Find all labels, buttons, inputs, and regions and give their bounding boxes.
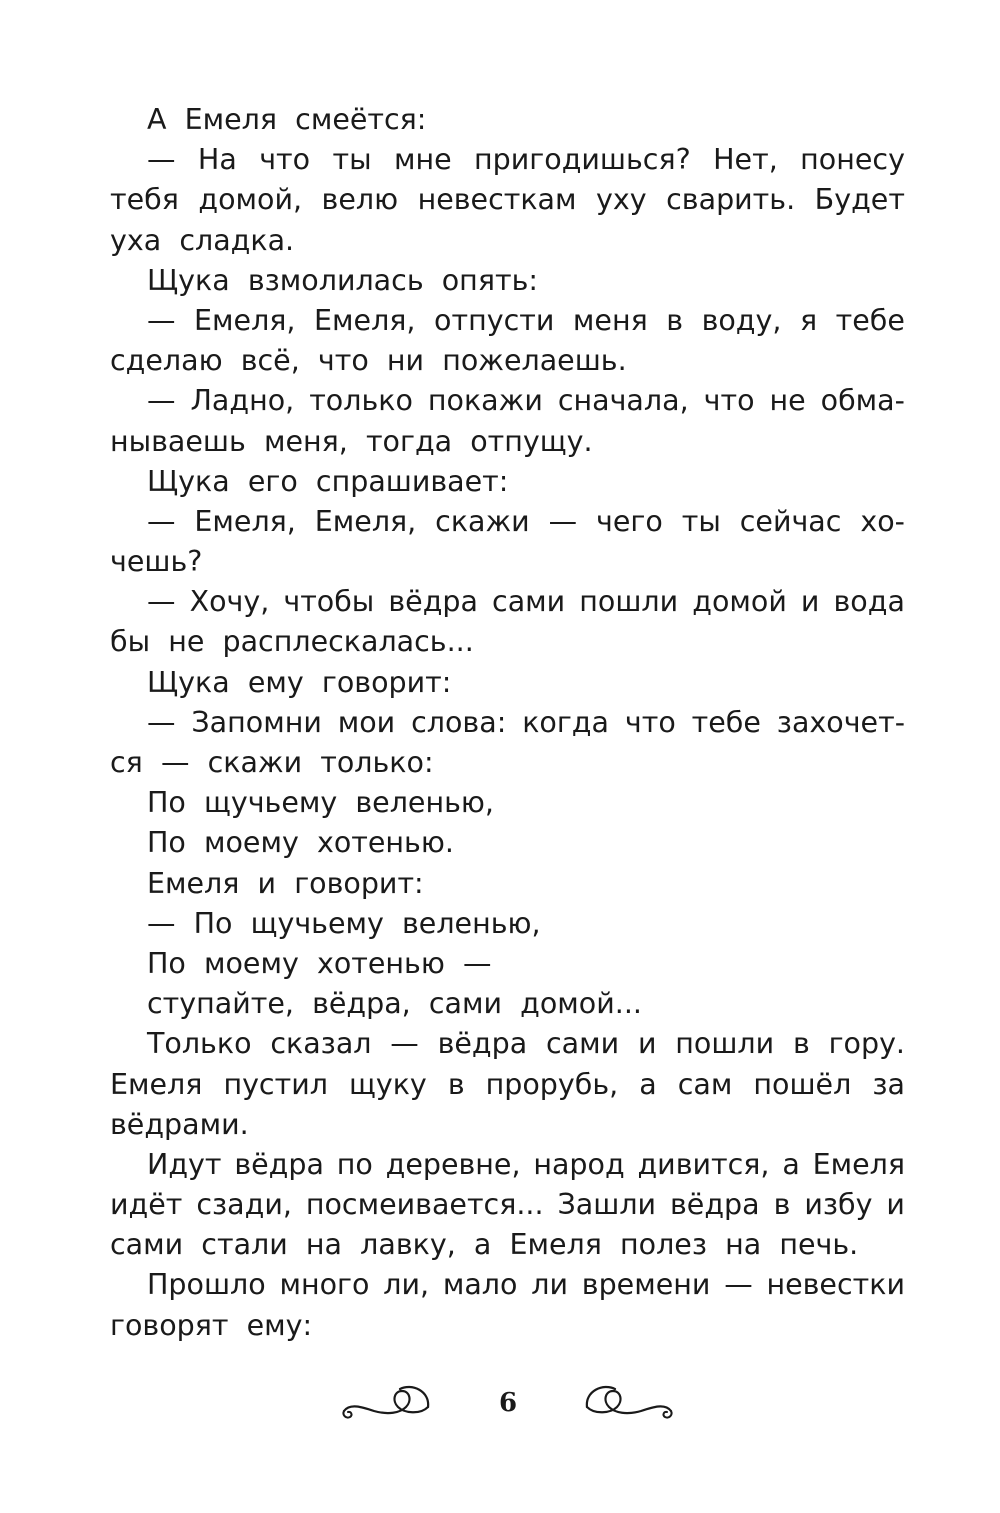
word: лавку, bbox=[360, 1228, 456, 1262]
word: спрашивает: bbox=[315, 464, 509, 498]
word: сварить. bbox=[666, 183, 796, 217]
word: мало bbox=[442, 1268, 518, 1302]
word: Емеля bbox=[184, 103, 278, 136]
word: вёдра bbox=[670, 1188, 760, 1222]
word: невестки bbox=[766, 1268, 905, 1302]
text-line bbox=[110, 341, 905, 381]
word: что bbox=[624, 705, 676, 739]
word: ему: bbox=[246, 1308, 313, 1342]
word: ему bbox=[247, 665, 304, 699]
word: взмолилась bbox=[247, 263, 424, 297]
word: не bbox=[769, 384, 806, 418]
word: Щука bbox=[147, 665, 230, 699]
word: домой, bbox=[198, 183, 303, 217]
word: сладка. bbox=[179, 223, 295, 257]
word: только: bbox=[320, 746, 434, 779]
text-line bbox=[110, 301, 905, 341]
word: ли, bbox=[383, 1268, 430, 1302]
word: ступайте, bbox=[147, 987, 294, 1021]
word: не bbox=[168, 625, 205, 659]
word: вёдра bbox=[234, 1147, 324, 1181]
word: гору. bbox=[828, 1027, 905, 1061]
word: много bbox=[279, 1268, 370, 1302]
text-line bbox=[110, 944, 905, 984]
text-line bbox=[110, 864, 905, 904]
word: Емеля, bbox=[314, 504, 417, 538]
word: слова: bbox=[411, 705, 507, 739]
word: мне bbox=[393, 143, 452, 177]
text-line bbox=[110, 100, 905, 140]
word: в bbox=[792, 1027, 810, 1061]
word: хотенью bbox=[316, 946, 445, 980]
word: щуку bbox=[348, 1067, 427, 1101]
word: вода bbox=[833, 585, 905, 619]
word: — bbox=[147, 585, 176, 619]
word: я bbox=[799, 303, 818, 337]
word: сами bbox=[428, 987, 503, 1021]
page-number: 6 bbox=[498, 1388, 518, 1418]
word: Будет bbox=[814, 183, 905, 217]
text-line bbox=[110, 622, 905, 662]
text-line bbox=[110, 422, 905, 462]
text-line bbox=[110, 180, 905, 220]
word: Только bbox=[147, 1027, 252, 1061]
word: Ладно, bbox=[190, 384, 295, 418]
text-line bbox=[110, 1265, 905, 1305]
word: Зашли bbox=[557, 1188, 657, 1222]
word: говорит: bbox=[321, 665, 452, 699]
word: за bbox=[872, 1067, 905, 1101]
word: захочет- bbox=[776, 705, 905, 739]
text-line bbox=[110, 703, 905, 743]
word: нываешь bbox=[110, 424, 246, 458]
word: ли bbox=[531, 1268, 568, 1302]
word: сами bbox=[492, 585, 566, 619]
word: чтобы bbox=[283, 585, 375, 619]
word: — bbox=[724, 1268, 753, 1302]
word: уху bbox=[596, 183, 647, 217]
word: скажи bbox=[207, 746, 303, 779]
text-line bbox=[110, 984, 905, 1024]
word: ся bbox=[110, 746, 143, 779]
flourish-left-icon bbox=[340, 1381, 432, 1425]
page-footer bbox=[0, 1373, 1000, 1433]
word: и bbox=[637, 1027, 657, 1061]
word: невесткам bbox=[417, 183, 577, 217]
word: вёдра bbox=[388, 585, 478, 619]
body-text bbox=[110, 100, 905, 1346]
word: — bbox=[147, 303, 176, 337]
word: печь. bbox=[779, 1228, 859, 1262]
word: а bbox=[782, 1147, 800, 1181]
word: сам bbox=[677, 1067, 733, 1101]
text-line bbox=[110, 904, 905, 944]
word: моему bbox=[204, 946, 299, 980]
text-line bbox=[110, 261, 905, 301]
word: ни bbox=[386, 344, 425, 378]
text-line bbox=[110, 1145, 905, 1185]
word: опять: bbox=[441, 263, 538, 297]
word: вёдрами. bbox=[110, 1107, 249, 1141]
word: вёдра bbox=[437, 1027, 528, 1061]
text-line bbox=[110, 1185, 905, 1225]
word: Емеля bbox=[812, 1147, 905, 1181]
word: пошёл bbox=[753, 1067, 852, 1101]
word: бы bbox=[110, 625, 151, 659]
word: сами bbox=[110, 1228, 184, 1262]
word: что bbox=[317, 344, 369, 378]
word: веленью, bbox=[355, 786, 494, 820]
word: меня, bbox=[263, 424, 348, 458]
word: веленью, bbox=[402, 906, 541, 940]
word: Прошло bbox=[147, 1268, 266, 1302]
word: — bbox=[147, 906, 176, 940]
word: мои bbox=[337, 705, 396, 739]
word: деревне, bbox=[385, 1147, 521, 1181]
word: полез bbox=[620, 1228, 707, 1262]
word: что bbox=[259, 143, 311, 177]
word: в bbox=[666, 303, 684, 337]
word: смеётся: bbox=[295, 103, 427, 136]
word: отпущу. bbox=[470, 424, 593, 458]
word: а bbox=[639, 1067, 657, 1101]
word: всё, bbox=[240, 344, 300, 378]
word: — bbox=[147, 143, 176, 177]
word: чешь? bbox=[110, 545, 203, 579]
word: Нет, bbox=[713, 143, 778, 177]
word: чего bbox=[596, 504, 663, 538]
word: только bbox=[309, 384, 413, 418]
word: По bbox=[147, 786, 186, 820]
word: покажи bbox=[427, 384, 543, 418]
word: и bbox=[886, 1188, 905, 1222]
text-line bbox=[110, 663, 905, 703]
text-line bbox=[110, 1024, 905, 1064]
word: пошли bbox=[579, 585, 679, 619]
word: сделаю bbox=[110, 344, 223, 378]
word: в bbox=[773, 1188, 791, 1222]
text-line bbox=[110, 582, 905, 622]
word: что bbox=[703, 384, 755, 418]
word: А bbox=[147, 103, 167, 136]
word: — bbox=[548, 504, 578, 538]
word: его bbox=[247, 464, 298, 498]
text-line bbox=[110, 1225, 905, 1265]
word: сейчас bbox=[739, 504, 842, 538]
word: пригодишься? bbox=[474, 143, 691, 177]
text-line bbox=[110, 783, 905, 823]
word: По bbox=[147, 946, 186, 980]
word: времени bbox=[581, 1268, 711, 1302]
word: — bbox=[390, 1027, 419, 1061]
word: Щука bbox=[147, 464, 230, 498]
word: говорит: bbox=[294, 866, 424, 900]
word: пошли bbox=[675, 1027, 775, 1061]
word: Емеля, bbox=[194, 504, 296, 538]
text-line bbox=[110, 140, 905, 180]
word: понесу bbox=[800, 143, 905, 177]
word: а bbox=[473, 1228, 492, 1262]
word: — bbox=[160, 746, 190, 779]
text-line bbox=[110, 1065, 905, 1105]
word: щучьему bbox=[204, 786, 338, 820]
word: Емеля bbox=[147, 866, 240, 900]
word: тебе bbox=[835, 303, 905, 337]
word: обма- bbox=[820, 384, 905, 418]
word: избу bbox=[804, 1188, 873, 1222]
word: — bbox=[147, 504, 176, 538]
word: дивится, bbox=[637, 1147, 770, 1181]
word: говорят bbox=[110, 1308, 229, 1342]
word: скажи bbox=[435, 504, 530, 538]
word: идёт bbox=[110, 1188, 183, 1222]
word: по bbox=[336, 1147, 373, 1181]
word: хо- bbox=[860, 504, 905, 538]
word: Хочу, bbox=[189, 585, 270, 619]
text-line bbox=[110, 1105, 905, 1145]
word: народ bbox=[533, 1147, 625, 1181]
text-line bbox=[110, 823, 905, 863]
word: сами bbox=[545, 1027, 620, 1061]
word: сначала, bbox=[557, 384, 689, 418]
word: в bbox=[447, 1067, 465, 1101]
word: отпусти bbox=[434, 303, 555, 337]
word: вёдра, bbox=[312, 987, 411, 1021]
word: — bbox=[462, 946, 492, 980]
word: Емеля bbox=[509, 1228, 602, 1262]
word: пустил bbox=[223, 1067, 328, 1101]
word: и bbox=[257, 866, 277, 900]
word: стали bbox=[201, 1228, 288, 1262]
word: Щука bbox=[147, 263, 230, 297]
word: на bbox=[725, 1228, 762, 1262]
word: домой bbox=[692, 585, 787, 619]
text-line bbox=[110, 743, 905, 783]
flourish-right-icon bbox=[583, 1381, 675, 1425]
word: сказал bbox=[270, 1027, 372, 1061]
text-line bbox=[110, 381, 905, 421]
word: домой... bbox=[520, 987, 642, 1021]
word: моему bbox=[204, 826, 299, 860]
text-line bbox=[110, 542, 905, 582]
text-line bbox=[110, 502, 905, 542]
text-line bbox=[110, 1306, 905, 1346]
word: тогда bbox=[365, 424, 453, 458]
word: прорубь, bbox=[485, 1067, 619, 1101]
word: тебе bbox=[691, 705, 761, 739]
word: меня bbox=[572, 303, 648, 337]
word: сзади, bbox=[196, 1188, 292, 1222]
word: велю bbox=[321, 183, 399, 217]
word: когда bbox=[522, 705, 609, 739]
word: и bbox=[800, 585, 820, 619]
word: уха bbox=[110, 223, 162, 257]
word: тебя bbox=[110, 183, 179, 217]
word: На bbox=[197, 143, 237, 177]
word: расплескалась... bbox=[222, 625, 474, 659]
word: Емеля bbox=[110, 1067, 203, 1101]
word: пожелаешь. bbox=[442, 344, 627, 378]
word: на bbox=[305, 1228, 343, 1262]
text-line bbox=[110, 462, 905, 502]
word: Емеля, bbox=[314, 303, 416, 337]
text-line bbox=[110, 221, 905, 261]
word: — bbox=[147, 384, 176, 418]
word: Идут bbox=[147, 1147, 222, 1181]
word: ты bbox=[681, 504, 721, 538]
word: посмеивается... bbox=[305, 1188, 544, 1222]
word: Запомни bbox=[191, 705, 322, 739]
word: ты bbox=[332, 143, 372, 177]
word: воду, bbox=[701, 303, 782, 337]
word: По bbox=[193, 906, 233, 940]
word: Емеля, bbox=[194, 303, 296, 337]
word: По bbox=[147, 826, 186, 860]
word: хотенью. bbox=[316, 826, 454, 860]
word: щучьему bbox=[250, 906, 384, 940]
word: — bbox=[147, 705, 176, 739]
